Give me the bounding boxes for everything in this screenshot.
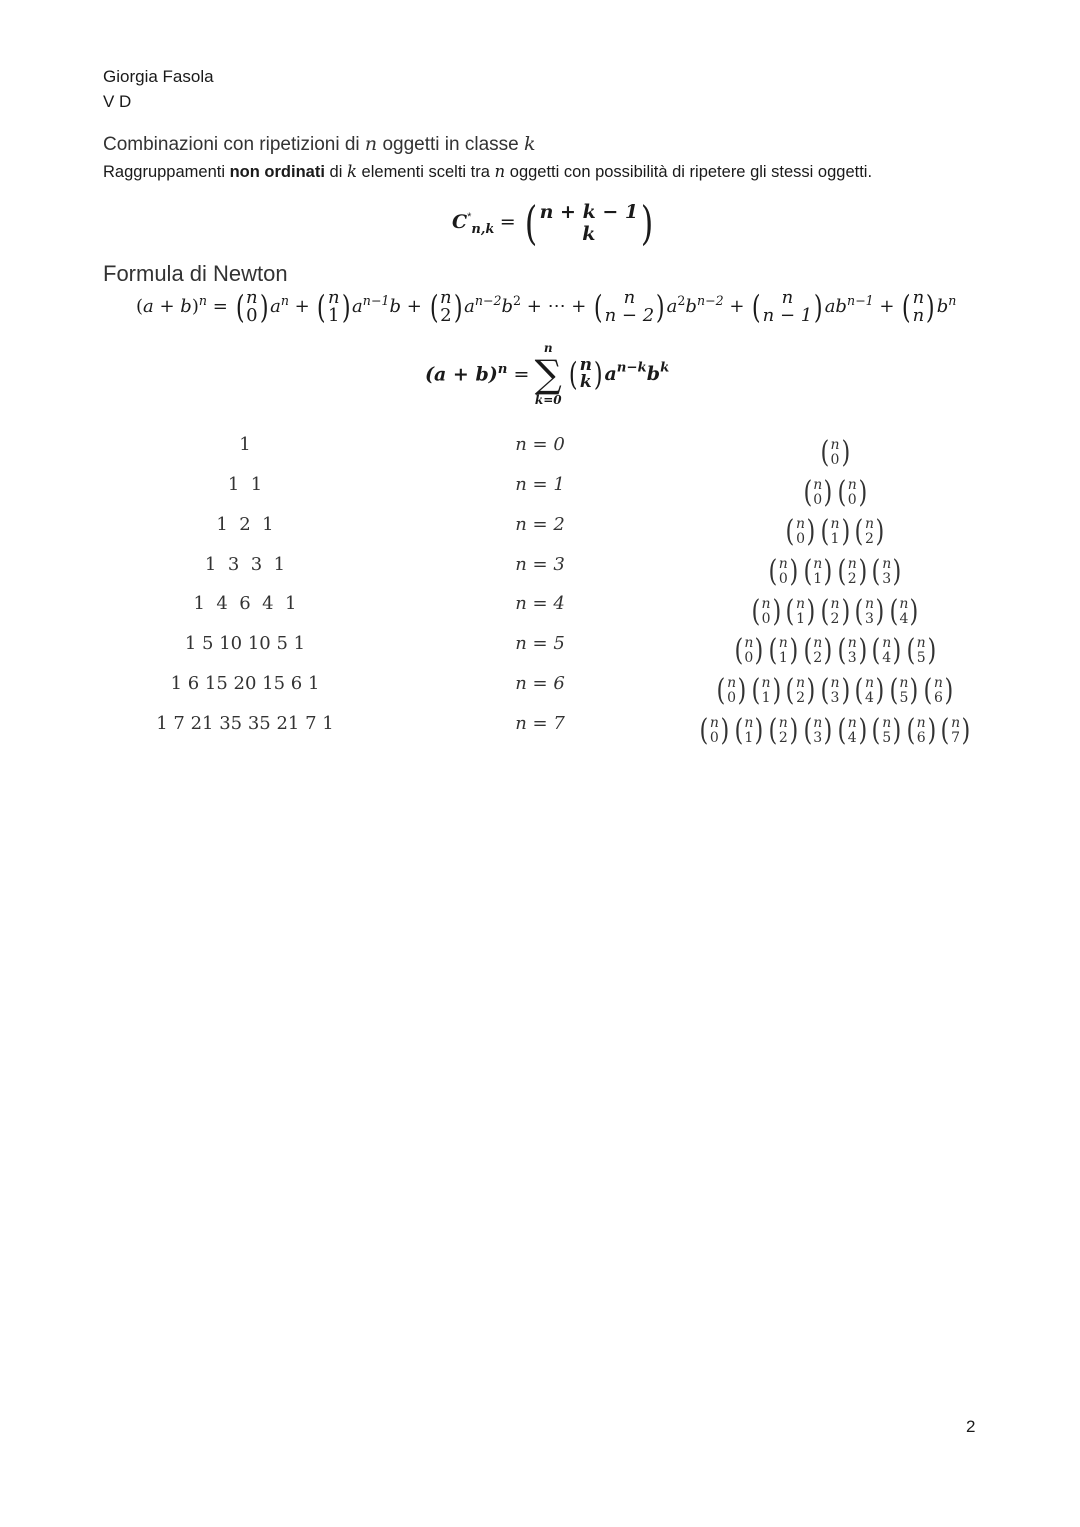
pascal-row-values: 1 4 6 4 1	[193, 593, 297, 614]
class-label: V D	[103, 92, 132, 111]
pascal-row-label: n = 4	[515, 593, 565, 614]
binomial-coefficient: ( n 2 )	[854, 514, 885, 550]
combinations-description: Raggruppamenti non ordinati di k elementi scelti tra n oggetti con possibilità di ripetere gli stessi oggetti.	[103, 162, 873, 181]
binomial-coefficient: ( n 7 )	[940, 712, 971, 748]
binomial-coefficient: ( n 1 )	[802, 553, 833, 589]
pascal-row-label: n = 5	[515, 633, 565, 654]
pascal-row-values: 1 3 3 1	[204, 554, 286, 575]
binomial-coefficient: ( n 3 )	[837, 633, 868, 669]
pascal-row-label: n = 3	[515, 554, 565, 575]
binomial-coefficient: ( n 4 )	[889, 593, 919, 629]
pascal-row-label: n = 1	[515, 474, 565, 495]
binomial-coefficient: ( n 0 )	[699, 712, 730, 748]
binomial-coefficient: ( n 1 )	[820, 514, 850, 550]
triangle-row	[690, 433, 980, 473]
triangle-row	[690, 473, 980, 513]
binomial-coefficient: ( n 0 )	[751, 593, 781, 629]
triangle-row	[690, 631, 980, 671]
binomial-coefficient: ( n 2 )	[785, 672, 816, 708]
pascal-row-values: 1 1	[227, 474, 263, 495]
triangle-row	[690, 671, 980, 711]
newton-expansion: $(a + b)^n$ = ( n 0 ) $a^n$ + ( n 1 ) $a^{n-1}b$ + ( n 2 ) $a^{n-2}b^2$ + ⋯ + ( n n − 2 ) $a^2b^{n-2}$ + ( n n − 1 ) $ab^{n-1}$ + ( n n ) $b^n$	[136, 287, 957, 326]
binomial-coefficient: ( n 3 )	[871, 553, 902, 589]
pascal-row-label: n = 2	[515, 514, 565, 535]
binomial-coefficient: ( n 1 )	[768, 633, 799, 669]
binomial-coefficient: ( n 4 )	[871, 633, 902, 669]
binomial-coefficient: ( n 4 )	[854, 672, 885, 708]
binomial-coefficient: ( n 0 )	[785, 514, 816, 550]
binomial-coefficient: ( n 6 )	[906, 712, 936, 748]
binomial-coefficient: ( n 5 )	[889, 672, 919, 708]
pascal-row-values: 1 7 21 35 35 21 7 1	[156, 713, 334, 734]
triangle-row	[690, 592, 980, 632]
binomial-coefficient: ( n 3 )	[802, 712, 833, 748]
newton-title: Formula di Newton	[103, 261, 288, 286]
newton-summation: $(a + b)^n$ = n ∑ k=0 ( n k ) $a^{n-k}b^k$	[425, 341, 670, 407]
combinations-formula: $C^*_{n,k}$ = ( n + k − 1 k )	[452, 196, 654, 250]
binomial-coefficient: ( n 2 )	[802, 633, 833, 669]
binomial-coefficient: ( n 0 )	[716, 672, 747, 708]
binomial-coefficient: ( n 5 )	[906, 633, 936, 669]
binomial-coefficient: ( n 1 )	[734, 712, 764, 748]
binomial-coefficient: ( n 3 )	[820, 672, 850, 708]
binomial-coefficient: ( n 4 )	[837, 712, 868, 748]
binomial-coefficient: ( n 2 )	[768, 712, 799, 748]
binomial-coefficient: ( n 0 )	[734, 633, 764, 669]
triangle-row	[690, 711, 980, 751]
pascal-row-label: n = 7	[515, 713, 565, 734]
binomial-coefficient: ( n 6 )	[923, 672, 954, 708]
binomial-coefficient: ( n 5 )	[871, 712, 902, 748]
pascal-row-values: 1 2 1	[216, 514, 274, 535]
author-name: Giorgia Fasola	[103, 67, 214, 86]
pascal-row-values: 1	[239, 434, 251, 455]
pascal-row-label: n = 6	[515, 673, 565, 694]
binomial-coefficient: ( n 0 )	[768, 553, 799, 589]
binomial-coefficient: ( n 0 )	[820, 434, 850, 470]
page-number: 2	[966, 1417, 976, 1436]
binomial-coefficient: ( n 2 )	[820, 593, 850, 629]
pascal-row-values: 1 6 15 20 15 6 1	[170, 673, 320, 694]
pascal-row-label: n = 0	[515, 434, 565, 455]
binomial-coefficient: ( n 1 )	[751, 672, 781, 708]
binomial-coefficient: ( n 0 )	[837, 474, 868, 510]
combinations-title: Combinazioni con ripetizioni di n oggetti in classe k	[103, 133, 536, 155]
binomial-coefficient: ( n 2 )	[837, 553, 868, 589]
binomial-coefficient: ( n 3 )	[854, 593, 885, 629]
triangle-row	[690, 512, 980, 552]
binomial-coefficient: ( n 1 )	[785, 593, 816, 629]
binomial-triangle	[690, 433, 980, 751]
pascal-row-values: 1 5 10 10 5 1	[184, 633, 306, 654]
binomial-coefficient: ( n 0 )	[802, 474, 833, 510]
triangle-row	[690, 552, 980, 592]
